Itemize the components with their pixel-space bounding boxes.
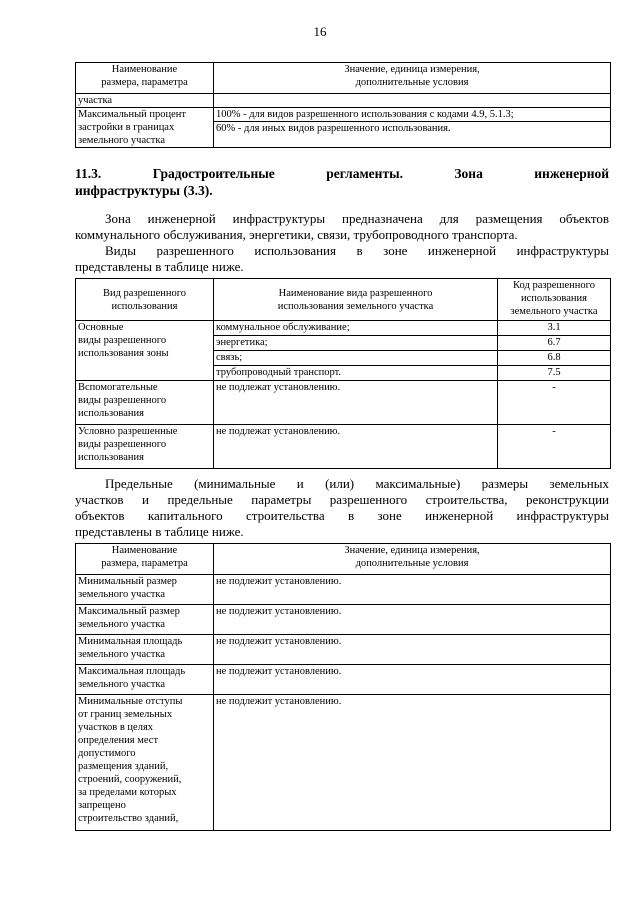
cell-parameter-name [76, 575, 214, 605]
permitted-use-table [75, 278, 611, 469]
cell-aux-use-label [76, 381, 214, 425]
cell-text: Минимальный размер [78, 576, 177, 587]
cell-value: не подлежит установлению. [214, 695, 611, 831]
table-row [76, 425, 611, 469]
header-text: использования [521, 293, 587, 304]
cell-text: определения мест [78, 735, 159, 746]
header-text: земельного участка [510, 306, 598, 317]
cell-text: Максимальный процент [78, 109, 186, 120]
header-text: Код разрешенного [513, 280, 595, 291]
table-row [76, 321, 611, 336]
header-cell-value [214, 544, 611, 575]
cell-text: виды разрешенного [78, 335, 167, 346]
cell-text: строительство зданий, [78, 813, 179, 824]
cell-parameter-name [76, 635, 214, 665]
cell-text: участков в целях [78, 722, 154, 733]
table-row [76, 94, 611, 108]
cell-main-use-label [76, 321, 214, 381]
cell-text: виды разрешенного [78, 395, 167, 406]
header-text: использования земельного участка [277, 300, 434, 312]
table-row [76, 605, 611, 635]
cell-value: не подлежит установлению. [214, 605, 611, 635]
cell-use-name: не подлежат установлению. [214, 381, 498, 425]
cell-text: застройки в границах [78, 122, 175, 133]
paragraph-line: участков и предельные параметры разрешенного строительства, реконструкции [75, 492, 609, 507]
cell-parameter-name [76, 695, 214, 831]
header-cell-parameter-name [76, 63, 214, 94]
table-header-row [76, 279, 611, 321]
cell-use-code: 6.7 [498, 336, 611, 351]
heading-word: регламенты. [326, 166, 403, 181]
cell-parameter-name [76, 94, 214, 108]
section-heading-line2: инфраструктуры (3.3). [75, 183, 213, 198]
paragraph-line: коммунального обслуживания, энергетики, связи, трубопроводного транспорта. [75, 227, 518, 242]
cell-text: использования зоны [78, 348, 169, 359]
cell-value [214, 108, 611, 148]
cell-use-code: 7.5 [498, 366, 611, 381]
header-text: Значение, единица измерения, [344, 545, 480, 556]
header-cell-value [214, 63, 611, 94]
cell-parameter-name [76, 108, 214, 148]
cell-text: размещения зданий, [78, 761, 169, 772]
heading-word: Градостроительные [152, 166, 275, 181]
cell-text: Минимальная площадь [78, 636, 183, 647]
cell-use-code: 6.8 [498, 351, 611, 366]
paragraph-line: Виды разрешенного использования в зоне инженерной инфраструктуры [105, 243, 609, 258]
paragraph-line: представлены в таблице ниже. [75, 524, 244, 539]
paragraph-line: Зона инженерной инфраструктуры предназначена для размещения объектов [105, 211, 609, 226]
cell-use-name: не подлежат установлению. [214, 425, 498, 469]
cell-text: Максимальная площадь [78, 666, 186, 677]
cell-conditional-use-label [76, 425, 214, 469]
header-text: размера, параметра [101, 558, 188, 569]
table-row [76, 575, 611, 605]
cell-value [214, 94, 611, 108]
header-cell-use-type [76, 279, 214, 321]
section-heading-line1 [75, 165, 609, 182]
cell-parameter-name [76, 605, 214, 635]
usage-types-intro-paragraph [75, 243, 609, 275]
cell-text: Условно разрешенные [78, 426, 178, 437]
cell-text: виды разрешенного [78, 439, 167, 450]
cell-value: не подлежит установлению. [214, 665, 611, 695]
heading-word: Зона [454, 166, 483, 181]
cell-use-name: трубопроводный транспорт. [214, 366, 498, 381]
cell-use-code: - [498, 425, 611, 469]
table-row [76, 381, 611, 425]
heading-word: инженерной [534, 166, 610, 181]
header-text: Значение, единица измерения, [344, 64, 480, 75]
cell-text: запрещено [78, 800, 126, 811]
cell-text: Максимальный размер [78, 606, 180, 617]
header-cell-use-code [498, 279, 611, 321]
table-row [76, 108, 611, 148]
table-row [76, 665, 611, 695]
header-cell-use-name [214, 279, 498, 321]
section-heading [75, 165, 609, 199]
header-text: Наименование вида разрешенного [278, 287, 433, 299]
cell-use-name: коммунальное обслуживание; [214, 321, 498, 336]
header-text: использования [111, 300, 178, 312]
header-text: размера, параметра [101, 77, 188, 88]
cell-text: использования [78, 408, 144, 419]
paragraph-line: представлены в таблице ниже. [75, 259, 244, 274]
cell-use-name: связь; [214, 351, 498, 366]
cell-text: использования [78, 452, 144, 463]
header-text: Наименование [111, 545, 178, 556]
header-cell-parameter-name [76, 544, 214, 575]
cell-text: участка [78, 95, 113, 106]
paragraph-line: объектов капитального строительства в зоне инженерной инфраструктуры [75, 508, 609, 523]
header-text: дополнительные условия [355, 77, 469, 88]
cell-text: от границ земельных [78, 709, 173, 720]
cell-use-code: 3.1 [498, 321, 611, 336]
parameters-table-continued [75, 62, 611, 148]
header-text: Вид разрешенного [102, 287, 187, 299]
cell-text: земельного участка [78, 679, 165, 690]
header-text: дополнительные условия [355, 558, 469, 569]
page-number: 16 [313, 24, 327, 39]
cell-text: Основные [78, 322, 124, 333]
cell-text: Вспомогательные [78, 382, 158, 393]
cell-value: не подлежит установлению. [214, 575, 611, 605]
cell-use-name: энергетика; [214, 336, 498, 351]
table-header-row [76, 544, 611, 575]
cell-text: Минимальные отступы [78, 696, 183, 707]
limits-intro-paragraph [75, 476, 609, 540]
cell-text: допустимого [78, 748, 136, 759]
heading-word: 11.3. [75, 166, 102, 181]
limits-table [75, 543, 611, 831]
cell-text: 60% - для иных видов разрешенного использования. [216, 123, 451, 134]
cell-text: строений, сооружений, [78, 774, 182, 785]
paragraph-line: Предельные (минимальные и (или) максимальные) размеры земельных [105, 476, 609, 491]
cell-text: 100% - для видов разрешенного использования с кодами 4.9, 5.1.3; [214, 108, 610, 122]
cell-parameter-name [76, 665, 214, 695]
zone-purpose-paragraph [75, 211, 609, 243]
cell-text: земельного участка [78, 135, 165, 146]
cell-use-code: - [498, 381, 611, 425]
table-row [76, 635, 611, 665]
cell-text: за пределами которых [78, 787, 177, 798]
cell-text: земельного участка [78, 619, 165, 630]
header-text: Наименование [111, 64, 178, 75]
table-row [76, 695, 611, 831]
cell-value: не подлежит установлению. [214, 635, 611, 665]
cell-text: земельного участка [78, 649, 165, 660]
cell-text: земельного участка [78, 589, 165, 600]
table-header-row [76, 63, 611, 94]
